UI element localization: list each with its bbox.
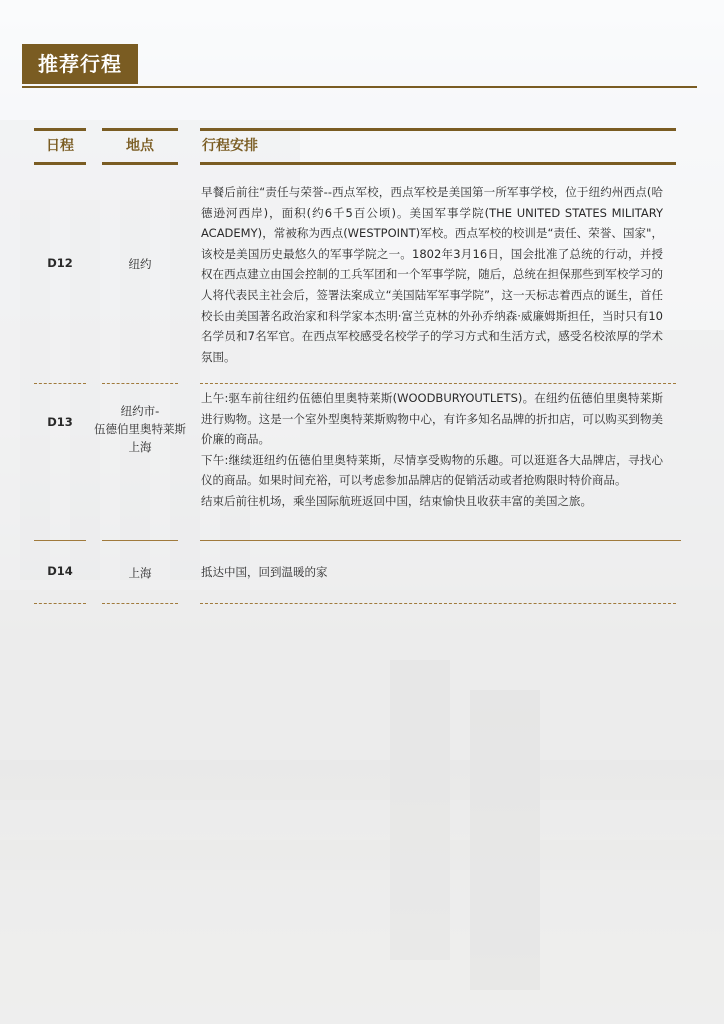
row-divider <box>200 540 681 541</box>
title-underline <box>22 86 697 88</box>
row-day: D13 <box>47 415 73 429</box>
row-divider <box>102 540 178 541</box>
row-place <box>86 255 194 273</box>
header-place: 地点 <box>102 128 178 165</box>
row-day: D14 <box>47 564 73 578</box>
row-plan: 抵达中国，回到温暖的家 <box>201 565 328 579</box>
plan-paragraph: 下午:继续逛纽约伍德伯里奥特莱斯，尽情享受购物的乐趣。可以逛逛各大品牌店，寻找心仪的商品。如果时间充裕，可以考虑参加品牌店的促销活动或者抢购限时特价商品。 <box>201 452 663 488</box>
row-plan <box>201 388 663 512</box>
row-divider <box>200 603 676 604</box>
row-place-line: 伍德伯里奥特莱斯 <box>94 422 186 436</box>
row-place <box>86 564 194 582</box>
section-title: 推荐行程 <box>22 44 138 84</box>
row-plan: 早餐后前往“责任与荣誉--西点军校，西点军校是美国第一所军事学校，位于纽约州西点(哈德逊河西岸)，面积(约6千5百公顷)。美国军事学院(THE UNITED STATES MILITARY ACADEMY)，常被称为西点(WESTPOINT)军校。西点军校的校训是“责任、荣誉、国家"，该校是美国历史最悠久的军事学院之一。1802年3月16日，国会批准了总统的行动，并授权在西点建立由国会控制的工兵军团和一个军事学院，随后，总统在担保那些到军校学习的人将代表民主社会后，签署法案成立“美国陆军军事学院”，这一天标志着西点的诞生，首任校长由美国著名政治家和科学家本杰明·富兰克林的外孙乔纳森·威廉姆斯担任，当时只有10名学员和7名军官。在西点军校感受名校学子的学习方式和生活方式，感受名校浓厚的学术氛围。 <box>201 185 663 364</box>
row-divider <box>200 383 676 384</box>
row-divider <box>34 540 86 541</box>
row-day: D12 <box>47 256 73 270</box>
row-place-line: 纽约市- <box>120 404 160 418</box>
row-place-line: 纽约 <box>128 257 152 271</box>
row-place <box>86 402 194 456</box>
row-divider <box>34 603 86 604</box>
row-divider <box>102 603 178 604</box>
plan-paragraph: 结束后前往机场，乘坐国际航班返回中国，结束愉快且收获丰富的美国之旅。 <box>201 493 592 508</box>
row-place-line: 上海 <box>128 566 152 580</box>
row-divider <box>102 383 178 384</box>
row-divider <box>34 383 86 384</box>
header-plan: 行程安排 <box>200 128 676 165</box>
row-place-line: 上海 <box>128 440 152 454</box>
table-row <box>0 562 724 592</box>
plan-paragraph: 上午:驱车前往纽约伍德伯里奥特莱斯(WOODBURYOUTLETS)。在纽约伍德伯里奥特莱斯进行购物。这是一个室外型奥特莱斯购物中心，有许多知名品牌的折扣店，可以购买到物美价廉的商品。 <box>201 391 663 447</box>
table-row <box>0 182 724 372</box>
table-row <box>0 388 724 538</box>
header-day: 日程 <box>34 128 86 165</box>
